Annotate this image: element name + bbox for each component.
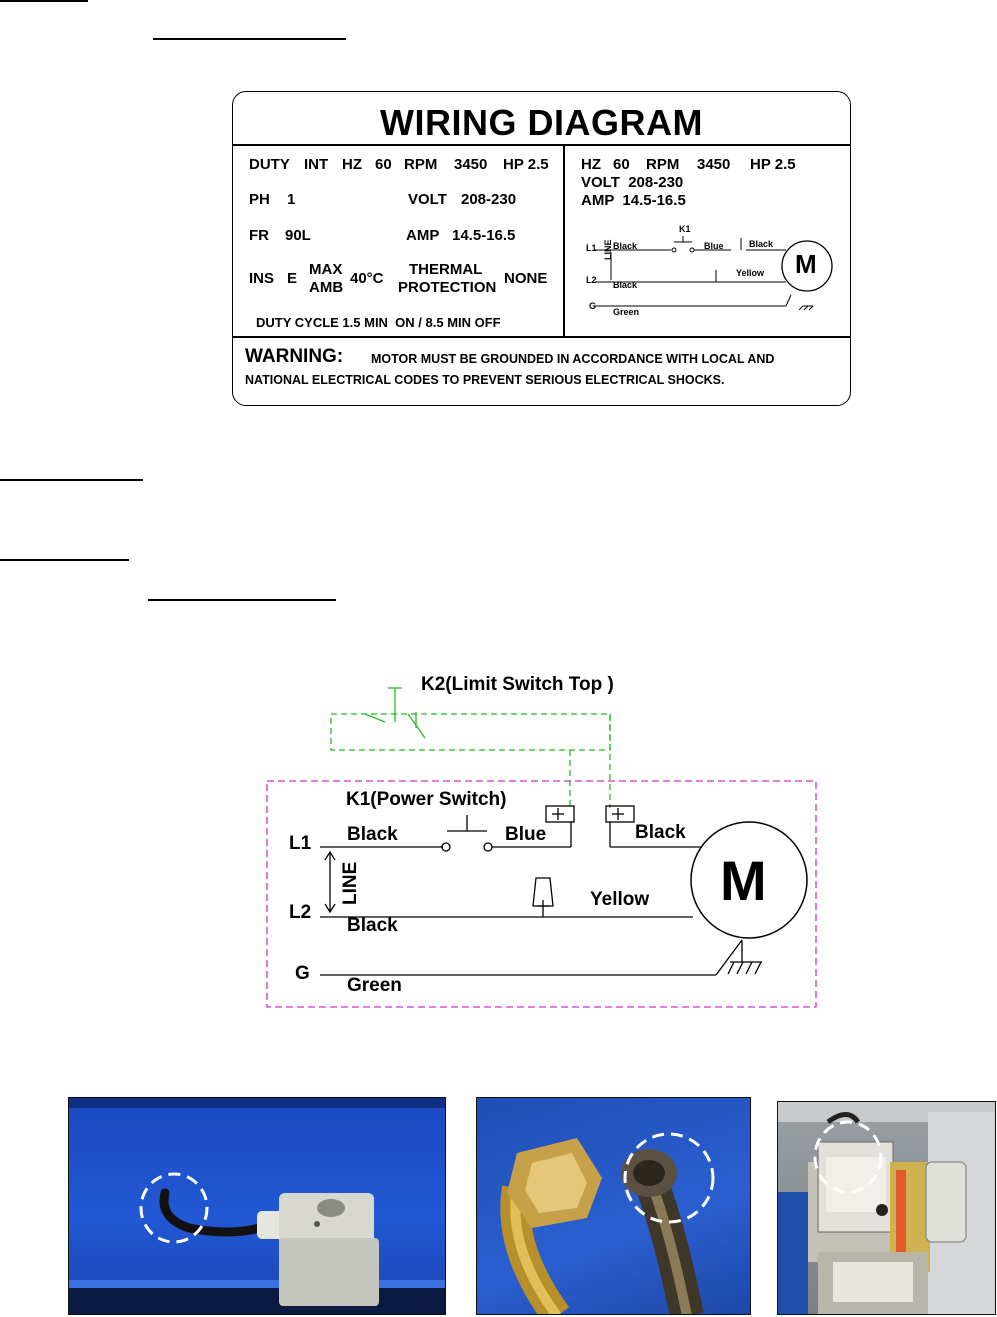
photo-illustration — [69, 1098, 446, 1315]
spec-r-rpm-val: 3450 — [697, 156, 731, 173]
spec-r-rpm: RPM — [646, 156, 680, 173]
spec-r-hz: HZ — [581, 156, 601, 173]
spec-ph-val: 1 — [287, 191, 296, 208]
wire-green: Green — [347, 975, 402, 996]
duty-cycle: DUTY CYCLE 1.5 MIN ON / 8.5 MIN OFF — [256, 315, 501, 330]
spec-duty-val: INT — [304, 156, 329, 173]
spec-ins-val: E — [287, 270, 298, 287]
l1-label: L1 — [289, 833, 312, 854]
wire-black-bottom: Black — [347, 915, 398, 936]
mini-black-right: Black — [749, 239, 774, 249]
mini-motor-label: M — [795, 249, 817, 279]
spec-r-hz-val: 60 — [613, 156, 630, 173]
k2-label: K2(Limit Switch Top ) — [421, 674, 614, 695]
spec-r-volt: VOLT 208-230 — [581, 174, 684, 191]
k1-label: K1(Power Switch) — [346, 789, 507, 810]
spec-fr: FR — [249, 227, 269, 244]
spec-amp: AMP — [406, 227, 440, 244]
photo-cable-gland — [476, 1097, 751, 1315]
spec-r-amp: AMP 14.5-16.5 — [581, 192, 686, 209]
spec-hp: HP 2.5 — [503, 156, 549, 173]
mini-k1: K1 — [679, 224, 691, 234]
wire-black-right: Black — [635, 822, 686, 843]
spec-ins: INS — [249, 270, 275, 287]
spec-hz: HZ — [342, 156, 362, 173]
mini-l2: L2 — [586, 275, 597, 285]
spec-fr-val: 90L — [285, 227, 311, 244]
wire-black-top: Black — [347, 824, 398, 845]
spec-rpm: RPM — [404, 156, 438, 173]
spec-max: MAX — [309, 261, 343, 278]
warning-label: WARNING: — [245, 346, 344, 367]
mini-blue: Blue — [704, 241, 724, 251]
wire-blue: Blue — [505, 824, 547, 845]
mini-line: LINE — [603, 239, 613, 260]
spec-volt-val: 208-230 — [461, 191, 517, 208]
mini-black-top: Black — [613, 241, 638, 251]
photo-illustration — [477, 1098, 751, 1315]
photo-motor — [777, 1101, 996, 1315]
mini-black-bottom: Black — [613, 280, 638, 290]
spec-rpm-val: 3450 — [454, 156, 488, 173]
mini-g: G — [589, 301, 597, 311]
spec-hz-val: 60 — [375, 156, 392, 173]
mini-green: Green — [613, 307, 640, 317]
motor-label: M — [720, 849, 767, 912]
mini-yellow: Yellow — [736, 268, 765, 278]
spec-volt: VOLT — [408, 191, 447, 208]
mini-l1: L1 — [586, 243, 597, 253]
spec-amp-val: 14.5-16.5 — [452, 227, 516, 244]
photo-limit-switch-cable — [68, 1097, 446, 1315]
warning-text-1: MOTOR MUST BE GROUNDED IN ACCORDANCE WITH LOCAL AND — [371, 352, 775, 366]
spec-r-hp: HP 2.5 — [750, 156, 796, 173]
spec-temp: 40°C — [350, 270, 384, 287]
warning-text-2: NATIONAL ELECTRICAL CODES TO PREVENT SERIOUS ELECTRICAL SHOCKS. — [245, 373, 725, 387]
line-label: LINE — [340, 861, 361, 905]
l2-label: L2 — [289, 902, 312, 923]
label-title: WIRING DIAGRAM — [380, 102, 703, 143]
photo-illustration — [778, 1102, 996, 1315]
spec-none: NONE — [504, 270, 548, 287]
spec-protection: PROTECTION — [398, 279, 497, 296]
spec-ph: PH — [249, 191, 270, 208]
spec-duty: DUTY — [249, 156, 290, 173]
g-label: G — [295, 963, 310, 984]
wire-yellow: Yellow — [590, 889, 650, 910]
spec-amb: AMB — [309, 279, 344, 296]
spec-thermal: THERMAL — [409, 261, 483, 278]
